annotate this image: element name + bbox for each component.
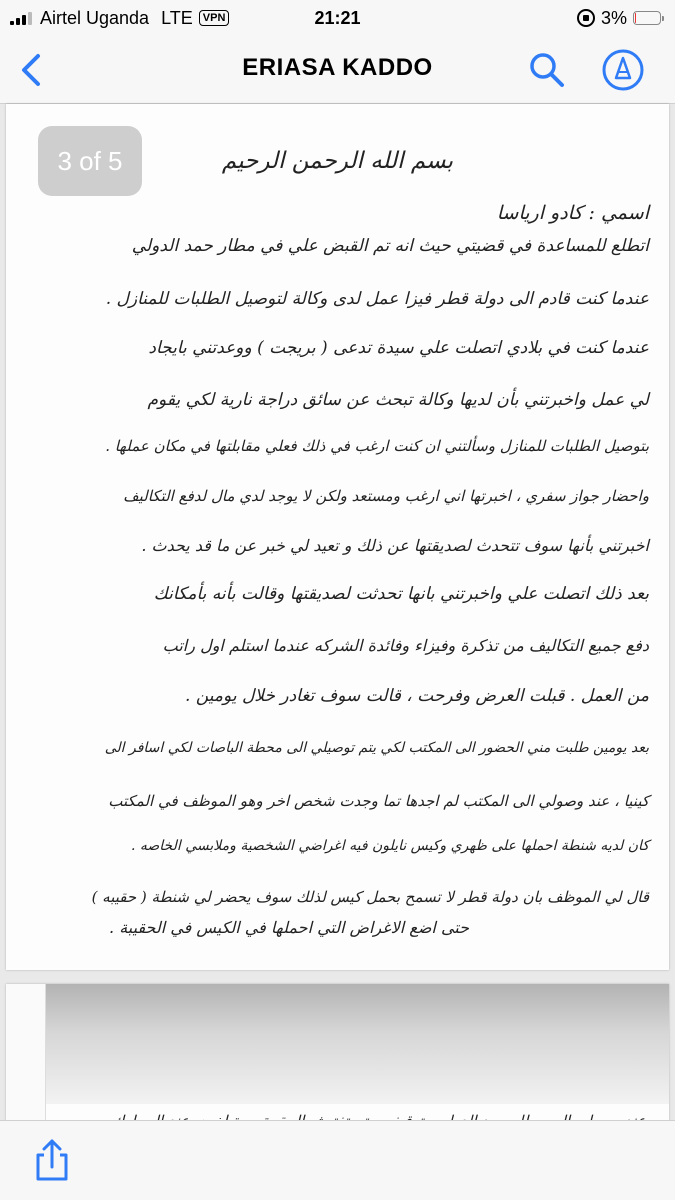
letter-line: عندما كنت قادم الى دولة قطر فيزا عمل لدى وكالة لتوصيل الطلبات للمنازل . xyxy=(105,289,649,309)
letter-line: من العمل . قبلت العرض وفرحت ، قالت سوف تغادر خلال يومين . xyxy=(185,686,649,706)
letter-line: اسمي : كادو ارياسا xyxy=(496,202,649,224)
letter-line: بعد ذلك اتصلت علي واخبرتني بانها تحدثت لصديقتها وقالت بأنه بأمكانك xyxy=(153,584,649,604)
letter-line: كان لديه شنطة احملها على ظهري وكيس نايلون فيه اغراضي الشخصية وملابسي الخاصه . xyxy=(131,838,649,854)
page-counter: 3 of 5 xyxy=(38,126,142,196)
document-viewer[interactable] xyxy=(0,104,675,1120)
vpn-badge: VPN xyxy=(199,10,230,26)
letter-line: حتى اضع الاغراض التي احملها في الكيس في الحقيبة . xyxy=(109,918,469,937)
letter-basmala: بسم الله الرحمن الرحيم xyxy=(221,148,454,174)
battery-percent: 3% xyxy=(600,7,627,28)
search-button[interactable] xyxy=(527,50,567,90)
letter-line: عندما كنت في بلادي اتصلت علي سيدة تدعى ( بريجت ) ووعدتني بايجاد xyxy=(148,338,649,358)
battery-level-fill xyxy=(635,13,636,23)
letter-line: واحضار جواز سفري ، اخبرتها اني ارغب ومستعد ولكن لا يوجد لدي مال لدفع التكاليف xyxy=(123,487,649,505)
markup-pen-icon xyxy=(601,48,645,92)
clock: 21:21 xyxy=(314,7,361,28)
letter-line: كينيا ، عند وصولي الى المكتب لم اجدها تما وجدت شخص اخر وهو الموظف في المكتب xyxy=(108,792,649,810)
magnifier-icon xyxy=(527,50,567,90)
orientation-lock-icon xyxy=(577,9,595,27)
bottom-toolbar xyxy=(0,1120,675,1200)
scan-shadow xyxy=(46,984,669,1104)
letter-line: بتوصيل الطلبات للمنازل وسألتني ان كنت ارغب في ذلك فعلي مقابلتها في مكان عملها . xyxy=(105,437,649,455)
carrier-name: Airtel Uganda xyxy=(40,7,150,28)
letter-line: اخبرتني بأنها سوف تتحدث لصديقتها عن ذلك و تعيد لي خبر عن ما قد يحدث . xyxy=(141,536,649,555)
battery-icon xyxy=(633,11,661,25)
signal-strength-icon xyxy=(10,11,32,25)
letter-line: بعد يومين طلبت مني الحضور الى المكتب لكي يتم توصيلي الى محطة الباصات لكي اسافر الى xyxy=(104,740,649,756)
letter-line: اتطلع للمساعدة في قضيتي حيث انه تم القبض علي في مطار حمد الدولي xyxy=(131,236,649,256)
status-bar xyxy=(0,0,675,36)
letter-line: لي عمل واخبرتني بأن لديها وكالة تبحث عن سائق دراجة نارية لكي يقوم xyxy=(147,390,649,410)
markup-button[interactable] xyxy=(601,48,645,92)
network-type: LTE xyxy=(161,7,193,28)
letter-line: دفع جميع التكاليف من تذكرة وفيزاء وفائدة الشركه عندما استلم اول راتب xyxy=(162,636,649,655)
navigation-bar xyxy=(0,36,675,104)
document-page-scan[interactable] xyxy=(6,104,669,970)
share-button[interactable] xyxy=(32,1137,72,1183)
document-title: ERIASA KADDO xyxy=(242,54,433,81)
share-icon xyxy=(32,1137,72,1183)
letter-line: قال لي الموظف بان دولة قطر لا تسمح بحمل كيس لذلك سوف يحضر لي شنطة ( حقيبه ) xyxy=(91,888,649,906)
